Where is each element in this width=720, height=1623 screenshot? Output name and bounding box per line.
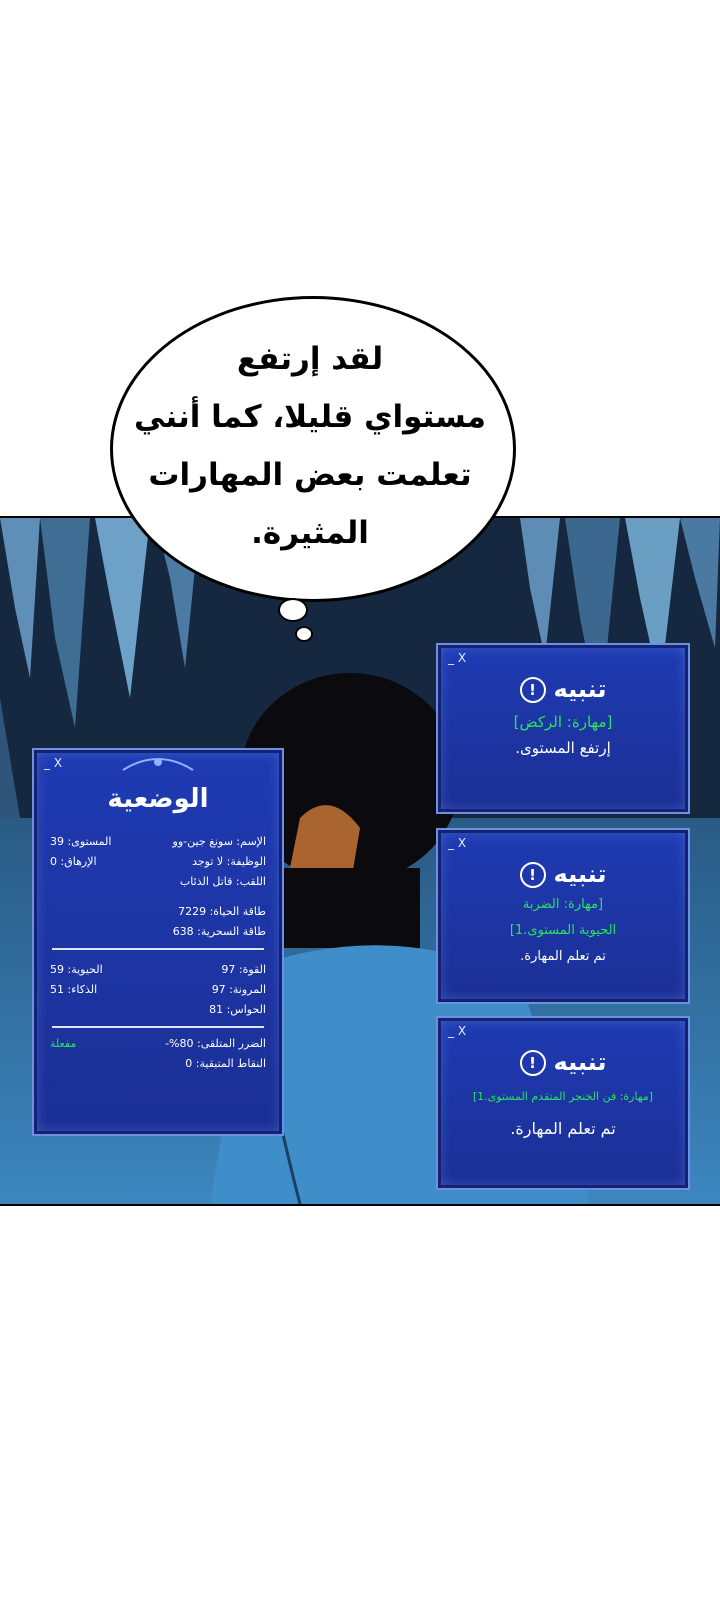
alert-message: تم تعلم المهارة. [520, 949, 606, 964]
exclamation-icon: ! [520, 1050, 546, 1076]
window-controls[interactable]: _ X [448, 1024, 467, 1038]
thought-bubble-text [130, 330, 490, 562]
ornament-icon [118, 754, 198, 772]
alert-skill-line: [مهارة: الضربة [522, 897, 604, 912]
stat-name: الإسم: سونغ جين-وو [172, 835, 266, 848]
stat-vitality: الحيوية: 59 [50, 963, 103, 976]
stat-job: الوظيفة: لا توجد [192, 855, 266, 868]
stat-perception: الحواس: 81 [209, 1003, 266, 1016]
divider [52, 948, 264, 950]
thought-line: مستواي قليلا، كما أنني [134, 399, 486, 435]
stat-title: اللقب: قاتل الذئاب [179, 875, 266, 888]
divider [52, 1026, 264, 1028]
stat-mp: طاقة السحرية: 638 [172, 925, 266, 938]
alert-window [436, 643, 690, 814]
thought-dot [278, 598, 308, 622]
stat-level: المستوى: 39 [50, 835, 112, 848]
stat-intelligence: الذكاء: 51 [50, 983, 98, 996]
alert-message: تم تعلم المهارة. [510, 1119, 616, 1138]
stat-hp: طاقة الحياة: 7229 [178, 905, 266, 918]
thought-line: تعلمت بعض المهارات [148, 457, 472, 493]
stat-remaining-points: النقاط المتبقية: 0 [185, 1057, 266, 1070]
thought-line: لقد إرتفع [236, 341, 384, 377]
window-controls[interactable]: _ X [448, 651, 467, 665]
alert-title: تنبيه [553, 860, 607, 888]
status-title: الوضعية [107, 784, 209, 814]
stat-strength: القوة: 97 [221, 963, 266, 976]
window-controls[interactable]: _ X [448, 836, 467, 850]
status-window [32, 748, 284, 1136]
alert-message: إرتفع المستوى. [515, 739, 611, 757]
window-controls[interactable]: _ X [44, 756, 63, 770]
thought-line: المثيرة. [251, 515, 369, 551]
stat-damage-reduction: الضرر المتلقى: 80%- [165, 1037, 266, 1050]
alert-skill-line: [مهارة: الركض] [513, 713, 613, 731]
alert-window [436, 1016, 690, 1190]
stat-fatigue: الإرهاق: 0 [50, 855, 97, 868]
stat-agility: المرونة: 97 [211, 983, 266, 996]
alert-window [436, 828, 690, 1004]
alert-skill-line: الحيوية المستوى.1] [509, 923, 617, 938]
alert-title: تنبيه [553, 675, 607, 703]
alert-title: تنبيه [553, 1048, 607, 1076]
activated-label: مفعلة [50, 1037, 77, 1050]
alert-skill-line: [مهارة: فن الخنجر المتقدم المستوى.1] [472, 1090, 654, 1103]
exclamation-icon: ! [520, 677, 546, 703]
thought-dot [295, 626, 313, 642]
exclamation-icon: ! [520, 862, 546, 888]
